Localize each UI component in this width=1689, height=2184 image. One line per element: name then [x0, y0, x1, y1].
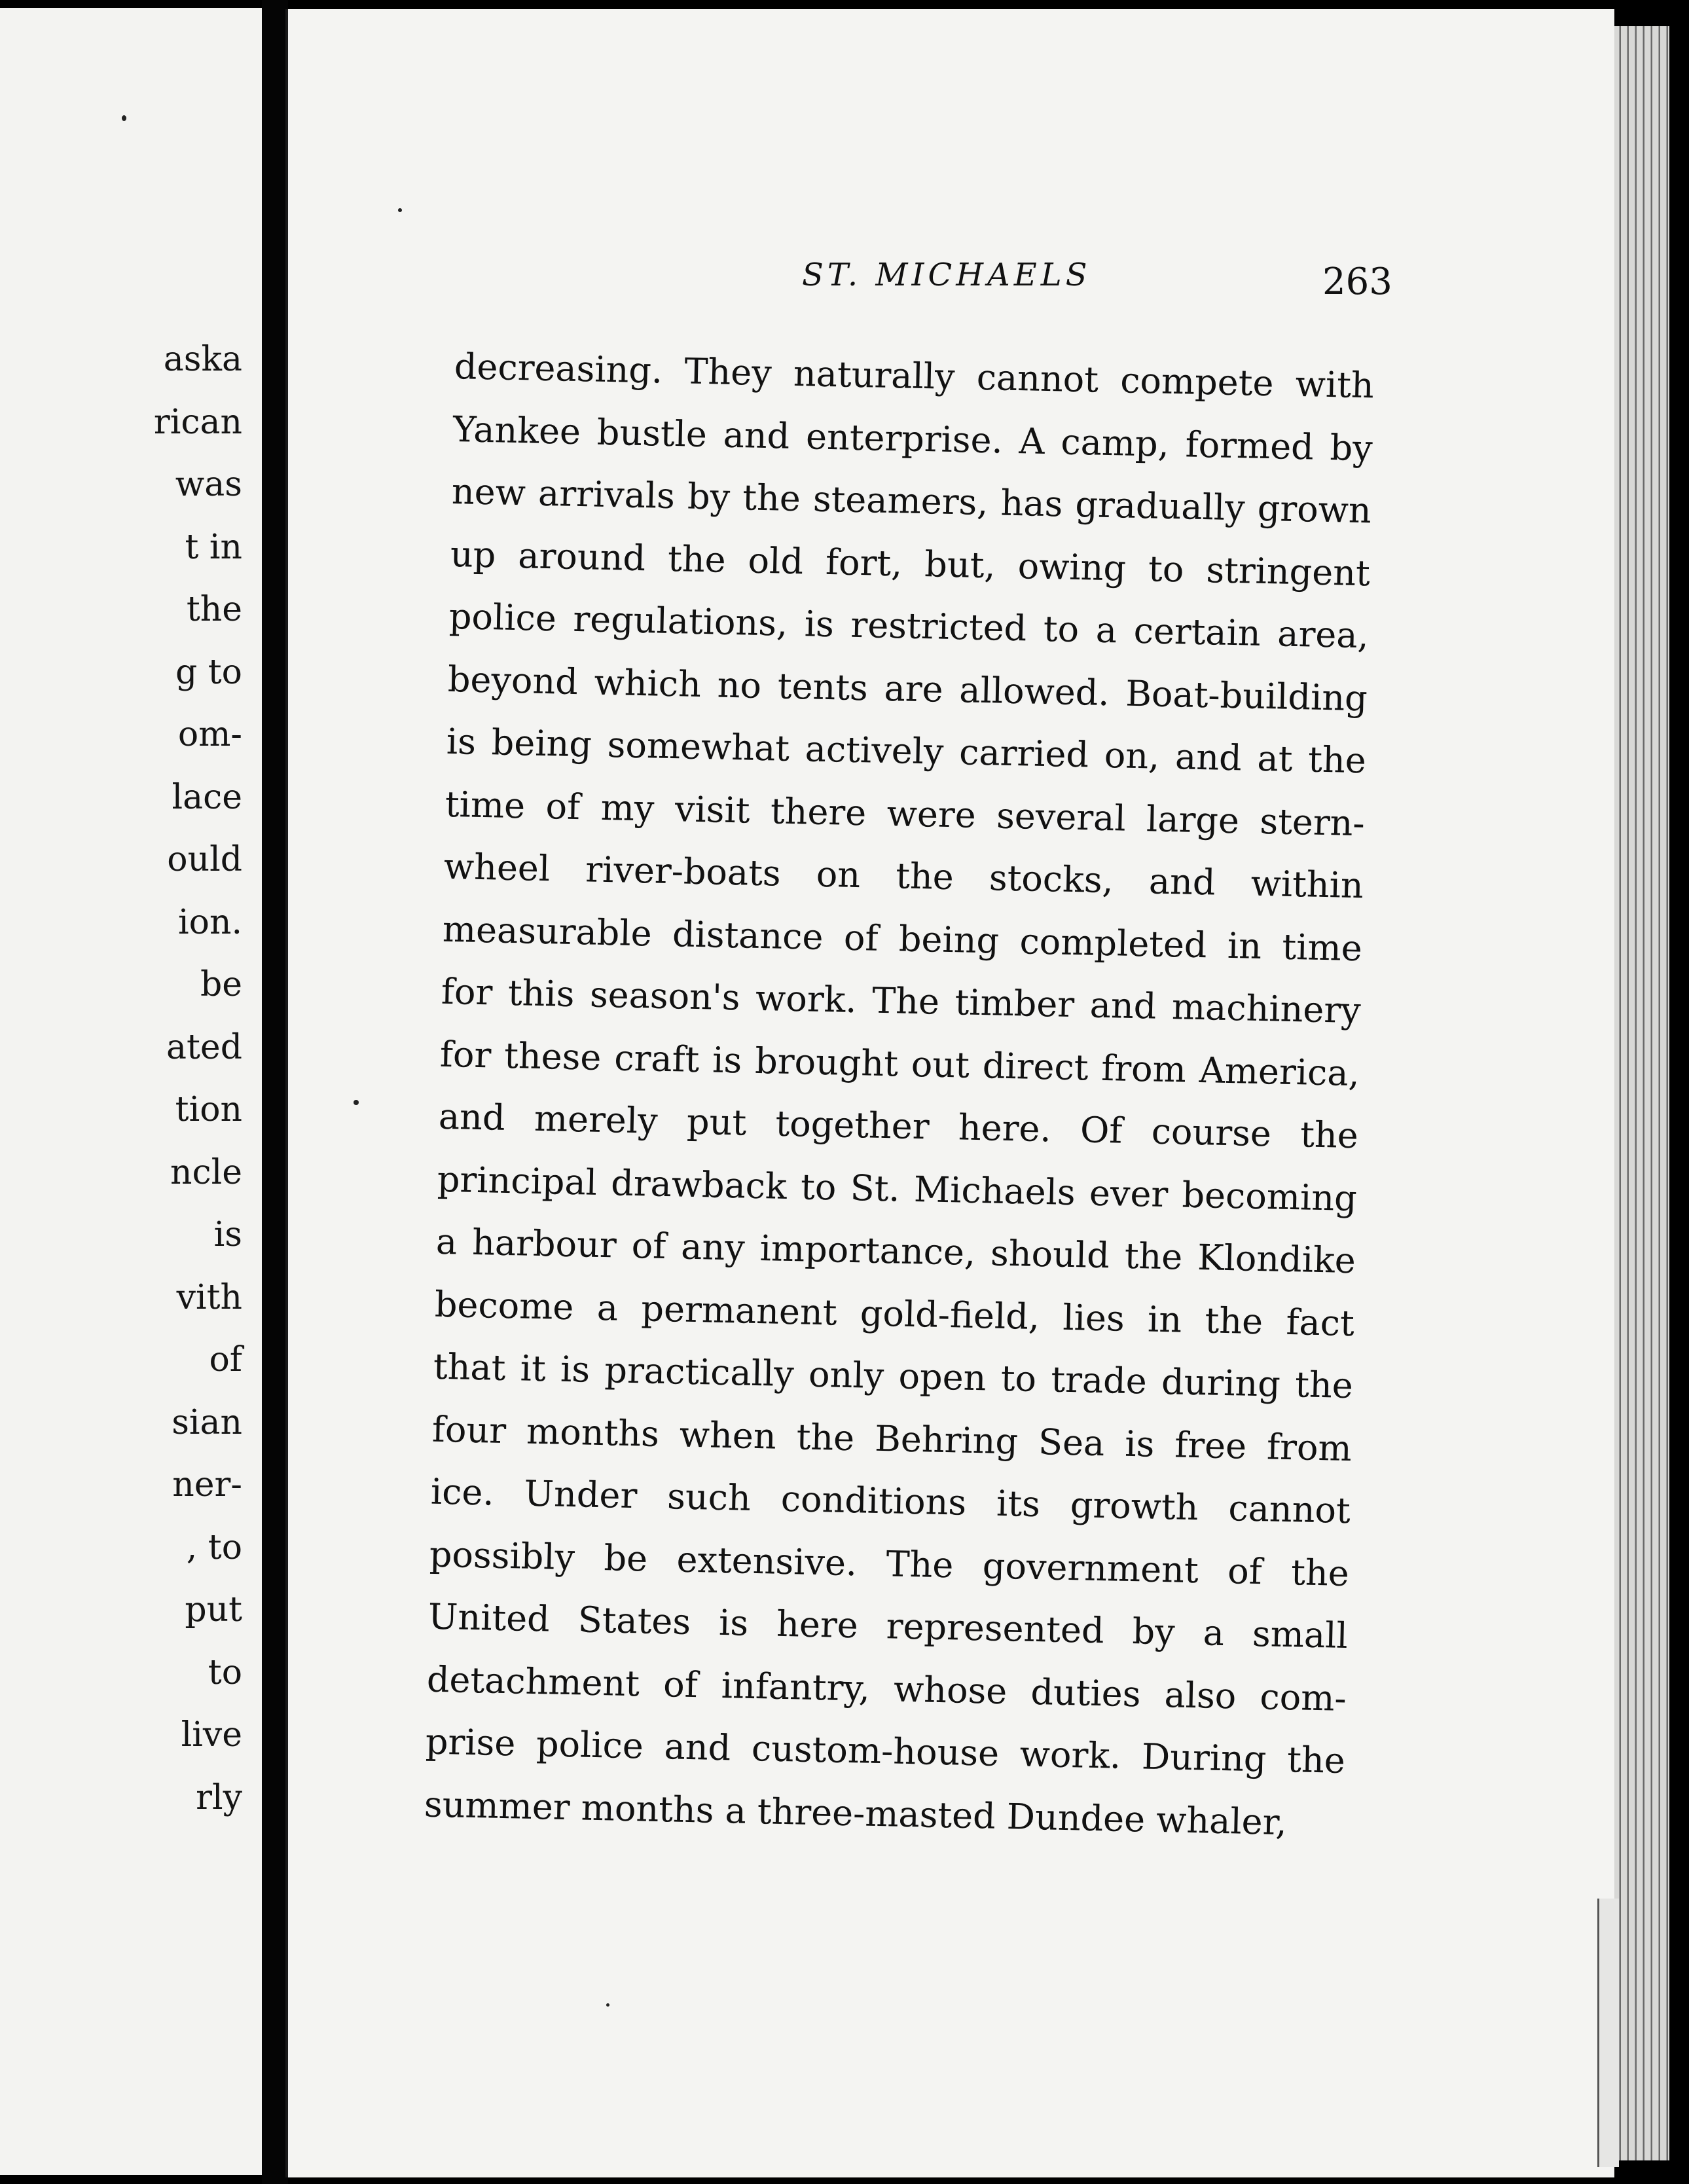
left-page-line: ould	[167, 840, 242, 879]
body-line: for these craft is brought out direct from America,	[439, 1033, 1360, 1094]
left-page-line: ion.	[178, 902, 242, 942]
left-page-line: ncle	[170, 1152, 242, 1192]
left-page-line: put	[185, 1590, 242, 1629]
body-line: decreasing. They naturally cannot compete with	[454, 345, 1375, 407]
body-line: possibly be extensive. The government of the	[429, 1533, 1350, 1594]
body-line: measurable distance of being completed in time	[442, 908, 1363, 969]
left-page-line: be	[200, 965, 242, 1004]
scan-speck	[398, 208, 402, 212]
body-line: detachment of infantry, whose duties also com-	[426, 1658, 1347, 1719]
body-text	[424, 335, 1375, 1855]
body-line: principal drawback to St. Michaels ever becoming	[437, 1158, 1358, 1219]
running-head: ST. MICHAELS	[802, 257, 1091, 293]
left-page-text	[154, 329, 242, 1829]
left-page-line: live	[181, 1715, 242, 1755]
body-line: and merely put together here. Of course the	[438, 1095, 1359, 1157]
left-page-line: of	[209, 1340, 242, 1379]
body-line: ice. Under such conditions its growth cannot	[430, 1470, 1351, 1532]
page-fold	[1597, 1899, 1619, 2167]
left-page-line: , to	[186, 1527, 242, 1567]
left-page-line: om-	[177, 715, 242, 754]
left-page-line: tion	[175, 1090, 242, 1129]
left-page-line: was	[175, 465, 242, 504]
left-page-line: ner-	[172, 1465, 242, 1504]
body-line: that it is practically only open to trade during the	[433, 1345, 1354, 1407]
body-line: up around the old fort, but, owing to stringent	[450, 533, 1371, 594]
left-page-line: is	[213, 1215, 242, 1254]
body-line: United States is here represented by a small	[427, 1595, 1349, 1656]
left-page-line: rican	[153, 402, 242, 442]
left-page-line: vith	[176, 1277, 242, 1317]
body-line: four months when the Behring Sea is free from	[431, 1408, 1353, 1469]
body-line: Yankee bustle and enterprise. A camp, formed by	[452, 408, 1373, 469]
left-page-line: g to	[175, 652, 242, 692]
left-facing-page	[0, 8, 262, 2175]
scan-speck	[122, 115, 126, 121]
scan-speck	[606, 2003, 609, 2007]
book-gutter	[262, 0, 288, 2184]
body-line: prise police and custom-house work. During the	[425, 1720, 1346, 1781]
left-page-line: lace	[172, 777, 242, 817]
scan-speck	[354, 1100, 359, 1105]
body-line: time of my visit there were several large stern-	[445, 783, 1366, 844]
left-page-line: t in	[185, 527, 242, 567]
left-page-line: to	[208, 1652, 242, 1692]
body-line: police regulations, is restricted to a certain area,	[448, 595, 1370, 657]
body-line: new arrivals by the steamers, has gradually grown	[451, 470, 1372, 532]
left-page-line: the	[186, 590, 242, 629]
page-number: 263	[1322, 261, 1392, 303]
left-page-line: aska	[163, 340, 242, 379]
body-line: beyond which no tents are allowed. Boat-building	[447, 658, 1368, 719]
body-line: is being somewhat actively carried on, and at the	[446, 720, 1367, 782]
body-line: become a permanent gold-field, lies in the fact	[434, 1283, 1355, 1344]
left-page-line: sian	[172, 1402, 242, 1442]
body-line: a harbour of any importance, should the Klondike	[435, 1220, 1356, 1282]
body-line: for this season's work. The timber and machinery	[441, 970, 1362, 1032]
body-line: wheel river-boats on the stocks, and within	[443, 845, 1364, 907]
body-line: summer months a three-masted Dundee whaler,	[424, 1783, 1288, 1843]
left-page-line: ated	[166, 1027, 242, 1067]
left-page-line: rly	[196, 1777, 242, 1817]
